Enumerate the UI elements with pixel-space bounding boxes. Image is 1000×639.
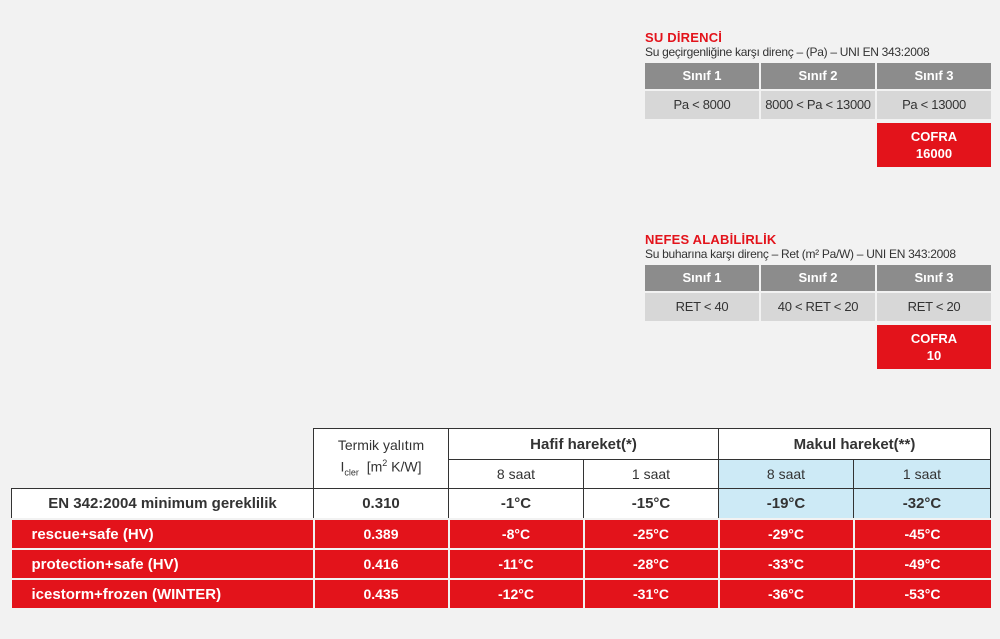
product-row bbox=[12, 549, 991, 579]
temperature-cell: -45°C bbox=[854, 519, 991, 549]
breathability-grid bbox=[645, 265, 991, 369]
duration-header: 8 saat bbox=[719, 460, 854, 489]
insulation-value: 0.435 bbox=[314, 579, 449, 608]
temperature-cell: -15°C bbox=[584, 489, 719, 520]
class-header: Sınıf 1 bbox=[645, 265, 759, 291]
temperature-cell: -36°C bbox=[719, 579, 854, 608]
temperature-cell: -49°C bbox=[854, 549, 991, 579]
duration-header: 1 saat bbox=[584, 460, 719, 489]
cofra-water-badge bbox=[877, 123, 991, 167]
temperature-cell: -12°C bbox=[449, 579, 584, 608]
class-header: Sınıf 2 bbox=[761, 63, 875, 89]
temperature-cell: -32°C bbox=[854, 489, 991, 520]
temperature-cell: -53°C bbox=[854, 579, 991, 608]
product-row bbox=[12, 519, 991, 549]
row-label: EN 342:2004 minimum gereklilik bbox=[12, 489, 314, 520]
temperature-cell: -25°C bbox=[584, 519, 719, 549]
breathability-section bbox=[645, 233, 991, 369]
product-row bbox=[12, 579, 991, 608]
temperature-cell: -29°C bbox=[719, 519, 854, 549]
cofra-value: 10 bbox=[926, 348, 942, 363]
temperature-cell: -28°C bbox=[584, 549, 719, 579]
class-value: RET < 20 bbox=[877, 293, 991, 321]
duration-header: 8 saat bbox=[449, 460, 584, 489]
class-header: Sınıf 1 bbox=[645, 63, 759, 89]
water-resistance-grid bbox=[645, 63, 991, 167]
product-name: protection+safe (HV) bbox=[12, 549, 314, 579]
thermal-insulation-table bbox=[11, 428, 991, 608]
temperature-cell: -8°C bbox=[449, 519, 584, 549]
insulation-value: 0.389 bbox=[314, 519, 449, 549]
class-value: Pa < 8000 bbox=[645, 91, 759, 119]
insulation-value: 0.310 bbox=[314, 489, 449, 520]
cofra-value: 16000 bbox=[915, 146, 953, 161]
breathability-title: NEFES ALABİLİRLİK bbox=[645, 232, 777, 247]
cofra-label: COFRA bbox=[910, 129, 958, 144]
temperature-cell: -1°C bbox=[449, 489, 584, 520]
moderate-activity-header: Makul hareket(**) bbox=[719, 429, 991, 460]
class-value: Pa < 13000 bbox=[877, 91, 991, 119]
water-resistance-subtitle: Su geçirgenliğine karşı direnç – (Pa) – UNI EN 343:2008 bbox=[645, 45, 930, 59]
insulation-header bbox=[314, 429, 449, 489]
class-header: Sınıf 2 bbox=[761, 265, 875, 291]
water-resistance-title: SU DİRENCİ bbox=[645, 30, 723, 45]
breathability-subtitle: Su buharına karşı direnç – Ret (m² Pa/W) – UNI EN 343:2008 bbox=[645, 247, 956, 261]
class-header: Sınıf 3 bbox=[877, 265, 991, 291]
duration-header: 1 saat bbox=[854, 460, 991, 489]
class-value: 8000 < Pa < 13000 bbox=[761, 91, 875, 119]
cofra-breathability-badge bbox=[877, 325, 991, 369]
light-activity-header: Hafif hareket(*) bbox=[449, 429, 719, 460]
product-name: icestorm+frozen (WINTER) bbox=[12, 579, 314, 608]
class-value: RET < 40 bbox=[645, 293, 759, 321]
class-value: 40 < RET < 20 bbox=[761, 293, 875, 321]
minimum-requirement-row bbox=[12, 489, 991, 520]
insulation-value: 0.416 bbox=[314, 549, 449, 579]
product-name: rescue+safe (HV) bbox=[12, 519, 314, 549]
class-header: Sınıf 3 bbox=[877, 63, 991, 89]
water-resistance-section bbox=[645, 31, 991, 167]
insulation-label: Termik yalıtım bbox=[337, 436, 425, 453]
temperature-cell: -19°C bbox=[719, 489, 854, 520]
insulation-unit: $I_{cler}$ [$m^2$ K/W] bbox=[340, 457, 422, 478]
temperature-cell: -31°C bbox=[584, 579, 719, 608]
temperature-cell: -33°C bbox=[719, 549, 854, 579]
cofra-label: COFRA bbox=[910, 331, 958, 346]
temperature-cell: -11°C bbox=[449, 549, 584, 579]
